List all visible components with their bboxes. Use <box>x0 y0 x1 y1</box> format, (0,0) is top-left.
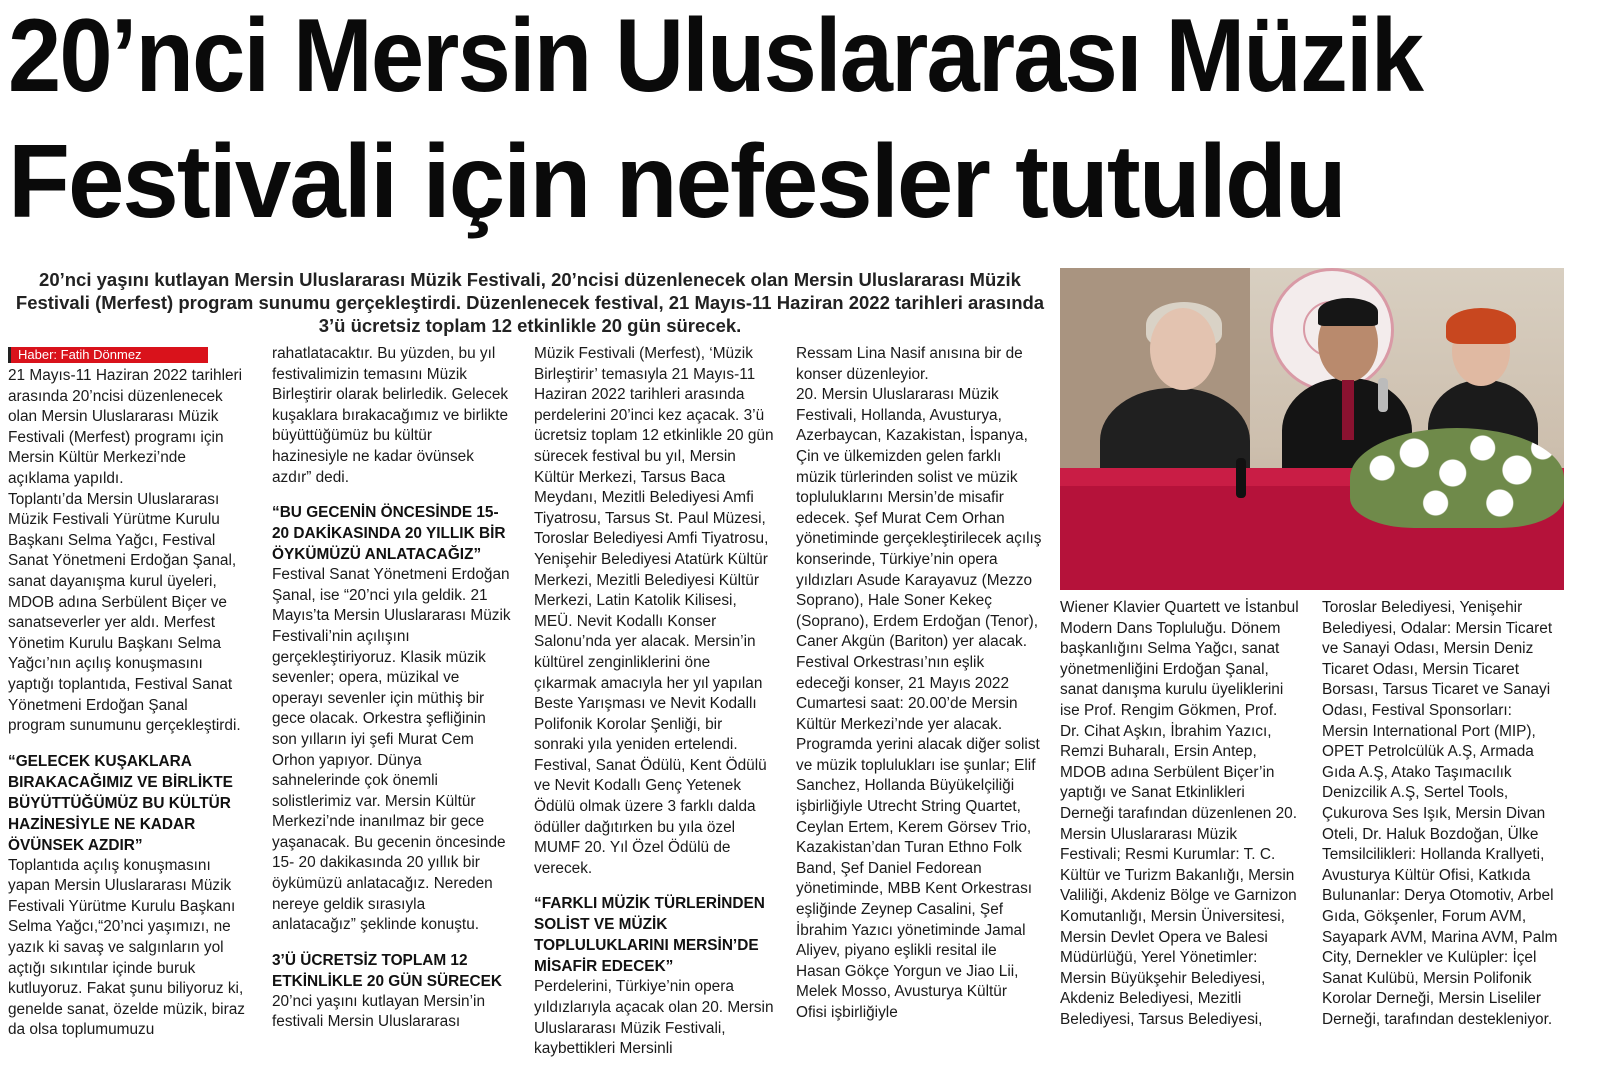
article-column-1 <box>8 366 248 1074</box>
article-column-5 <box>1060 598 1300 1074</box>
tie <box>1342 380 1354 440</box>
headline <box>8 0 1592 240</box>
paragraph: Müzik Festivali (Merfest), ‘Müzik Birleştirir’ temasıyla 21 Mayıs-11 Haziran 2022 tarihleri arasında perdelerini 20’inci kez açacak. 3’ü ücretsiz toplam 12 etkinlikle 20 gün sürecek festival bu yıl, Mersin Kültür Merkezi, Tarsus Baca Meydanı, Mezitli Belediyesi Amfi Tiyatrosu, Tarsus St. Paul Müzesi, Toroslar Belediyesi Amfi Tiyatrosu, Yenişehir Belediyesi Atatürk Kültür Merkezi, Mezitli Belediyesi Kültür Merkezi, Latin Katolik Kilisesi, MEÜ. Nevit Kodallı Konser Salonu’nda yer alacak. Mersin’in kültürel zenginliklerini öne çıkarmak amacıyla her yıl yapılan Beste Yarışması ve Nevit Kodallı Polifonik Korolar Şenliği, bir sonraki yıla yeniden ertelendi. Festival, Sanat Ödülü, Kent Ödülü ve Nevit Kodallı Genç Yetenek Ödülü olmak üzere 3 farklı dalda ödüller dağıtırken bu yıla özel MUMF 20. Yıl Özel Ödülü de verecek. <box>534 345 774 877</box>
person-center-hair <box>1318 298 1378 326</box>
paragraph: 21 Mayıs-11 Haziran 2022 tarihleri arasında 20’ncisi düzenlenecek olan Mersin Uluslararası Müzik Festivali (Merfest) programı için Mersin Kültür Merkezi’nde açıklama yapıldı. <box>8 367 243 487</box>
person-right-hair <box>1446 308 1516 344</box>
article-column-4 <box>796 344 1042 1074</box>
headline-line-2: Festivali için nefesler tutuldu <box>8 124 1345 240</box>
paragraph: rahatlatacaktır. Bu yüzden, bu yıl festivalimizin temasını Müzik Birleştirir olarak belirledik. Gelecek kuşaklara bırakacağımız ve birlikte büyüttüğümüz bu kültür hazinesiyle ne kadar övünsek azdır” dedi. <box>272 345 509 486</box>
article-column-6 <box>1322 598 1562 1074</box>
press-conference-photo <box>1060 268 1564 590</box>
paragraph: Programda yerini alacak diğer solist ve müzik toplulukları ise şunlar; Elif Sanchez, Hollanda Büyükelçiliği işbirliğiyle Utrecht String Quartet, Ceylan Ertem, Kerem Görsev Trio, Kazakistan’dan Turan Ethno Folk Band, Şef Daniel Fedorean yönetiminde, MBB Kent Orkestrası eşliğinde Zeynep Casalini, Şef İbrahim Yazıcı yönetiminde Jamal Aliyev, piyano eşlikli resital ile Hasan Gökçe Yorgun ve Jiao Lii, Melek Mosso, Avusturya Kültür Ofisi işbirliğiyle <box>796 736 1040 1021</box>
paragraph: 20’nci yaşını kutlayan Mersin’in festivali Mersin Uluslararası <box>272 992 486 1031</box>
paragraph: Toplantıda açılış konuşmasını yapan Mersin Uluslararası Müzik Festivali Yürütme Kurulu Başkanı Selma Yağcı,“20’nci yaşımızı, ne yazık ki savaş ve salgınların yol açtığı sıkıntılar içinde buruk kutluyoruz. Fakat şunu biliyoruz ki, genelde sanat, özelde müzik, biraz da olsa toplumumuzu <box>8 856 245 1039</box>
subheading: 3’Ü ÜCRETSİZ TOPLAM 12 ETKİNLİKLE 20 GÜN SÜRECEK <box>272 951 503 990</box>
microphone-icon <box>1236 458 1246 498</box>
paragraph: 20. Mersin Uluslararası Müzik Festivali, Hollanda, Avusturya, Azerbaycan, Kazakistan, İspanya, Çin ve ülkemizden gelen farklı müzik türlerinden solist ve müzik topluluklarını Mersin’de misafir edecek. Şef Murat Cem Orhan yönetiminde gerçekleştirilecek açılış konserinde, Türkiye’nin opera yıldızları Asude Karayavuz (Mezzo Soprano), Hale Soner Kekeç (Soprano), Erdem Erdoğan (Tenor), Caner Akgün (Bariton) yer alacak. Festival Orkestrası’nın eşlik edeceği konser, 21 Mayıs 2022 Cumartesi saat: 20.00’de Mersin Kültür Merkezi’nde yer alacak. <box>796 386 1042 733</box>
lead-paragraph: 20’nci yaşını kutlayan Mersin Uluslararası Müzik Festivali, 20’ncisi düzenlenecek olan Mersin Uluslararası Müzik Festivali (Merfest) program sunumu gerçekleştirdi. Düzenlenecek festival, 21 Mayıs-11 Haziran 2022 tarihleri arasında 3’ü ücretsiz toplam 12 etkinlikle 20 gün sürecek. <box>15 269 1045 336</box>
paragraph: Toplantı’da Mersin Uluslararası Müzik Festivali Yürütme Kurulu Başkanı Selma Yağcı, Festival Sanat Yönetmeni Erdoğan Şanal, sanat dayanışma kurul üyeleri, MDOB adına Serbülent Biçer ve sanatseverler yer aldı. Merfest Yönetim Kurulu Başkanı Selma Yağcı’nın açılış konuşmasını yaptığı toplantıda, Festival Sanat Yönetmeni Erdoğan Şanal program sunumunu gerçekleştirdi. <box>8 490 241 735</box>
article-column-2 <box>272 344 512 1074</box>
subheading: “BU GECENİN ÖNCESİNDE 15- 20 DAKİKASINDA 20 YILLIK BİR ÖYKÜMÜZÜ ANLATACAĞIZ” <box>272 504 506 564</box>
paragraph: Ressam Lina Nasif anısına bir de konser düzenleyior. <box>796 345 1023 383</box>
paragraph: Festival Sanat Yönetmeni Erdoğan Şanal, ise “20’nci yıla geldik. 21 Mayıs’ta Mersin Uluslararası Müzik Festivali’nin açılışını gerçekleştiriyoruz. Klasik müzik sevenler; opera, müzikal ve operayı sevenler için müthiş bir gece olacak. Orkestra şefliğinin son yılların iyi şefi Murat Cem Orhon yapıyor. Dünya sahnelerinde çok önemli solistlerimiz var. Mersin Kültür Merkezi’nde inanılmaz bir gece yaşanacak. Bu gecenin öncesinde 15- 20 dakikasında 20 yıllık bir öykümüzü anlatacağız. Nereden nereye geldik sırasıyla anlatacağız” şeklinde konuştu. <box>272 566 511 934</box>
paragraph: Toroslar Belediyesi, Yenişehir Belediyesi, Odalar: Mersin Ticaret ve Sanayi Odası, Mersin Deniz Ticaret Odası, Mersin Ticaret Borsası, Tarsus Ticaret ve Sanayi Odası, Festival Sponsorları: Mersin International Port (MIP), OPET Petrolcülük A.Ş, Armada Gıda A.Ş, Atako Taşımacılık Denizcilik A.Ş, Sertel Tools, Çukurova Ses Işık, Mersin Divan Oteli, Dr. Haluk Bozdoğan, Ülke Temsilcilikleri: Hollanda Krallyeti, Avusturya Kültür Ofisi, Katkıda Bulunanlar: Derya Otomotiv, Arbel Gıda, Gökşenler, Forum AVM, Sayapark AVM, Marina AVM, Palm City, Dernekler ve Kulüpler: İçel Sanat Kulübü, Mersin Polifonik Korolar Derneği, Mersin Liseliler Derneği, tarafından destekleniyor. <box>1322 599 1558 1028</box>
headline-line-1: 20’nci Mersin Uluslararası Müzik <box>8 0 1423 114</box>
handheld-microphone-icon <box>1378 378 1388 412</box>
paragraph: Wiener Klavier Quartett ve İstanbul Modern Dans Topluluğu. Dönem başkanlığını Selma Yağcı, sanat yönetmenliğini Erdoğan Şanal, sanat danışma kurulu üyeliklerini ise Prof. Rengim Gökmen, Prof. Dr. Cihat Aşkın, İbrahim Yazıcı, Remzi Buharalı, Ersin Antep, MDOB adına Serbülent Biçer’in yaptığı ve Sanat Etkinlikleri Derneği tarafından düzenlenen 20. Mersin Uluslararası Müzik Festivali; Resmi Kurumlar: T. C. Kültür ve Turizm Bakanlığı, Mersin Valiliği, Akdeniz Bölge ve Garnizon Komutanlığı, Mersin Üniversitesi, Mersin Devlet Opera ve Balesi Müdürlüğü, Yerel Yönetimler: Mersin Büyükşehir Belediyesi, Akdeniz Belediyesi, Mezitli Belediyesi, Tarsus Belediyesi, <box>1060 599 1299 1028</box>
person-left-face <box>1150 308 1216 390</box>
flower-arrangement <box>1350 428 1564 528</box>
subheading: “FARKLI MÜZİK TÜRLERİNDEN SOLİST VE MÜZİK TOPLULUKLARINI MERSİN’DE MİSAFİR EDECEK” <box>534 895 765 976</box>
subheading: “GELECEK KUŞAKLARA BIRAKACAĞIMIZ VE BİRLİKTE BÜYÜTTÜĞÜMÜZ BU KÜLTÜR HAZİNESİYLE NE KADAR ÖVÜNSEK AZDIR” <box>8 752 233 854</box>
article-column-3 <box>534 344 774 1074</box>
paragraph: Perdelerini, Türkiye’nin opera yıldızlarıyla açacak olan 20. Mersin Uluslararası Müzik Festivali, kaybettikleri Mersinli <box>534 978 774 1058</box>
byline: Haber: Fatih Dönmez <box>8 347 208 363</box>
